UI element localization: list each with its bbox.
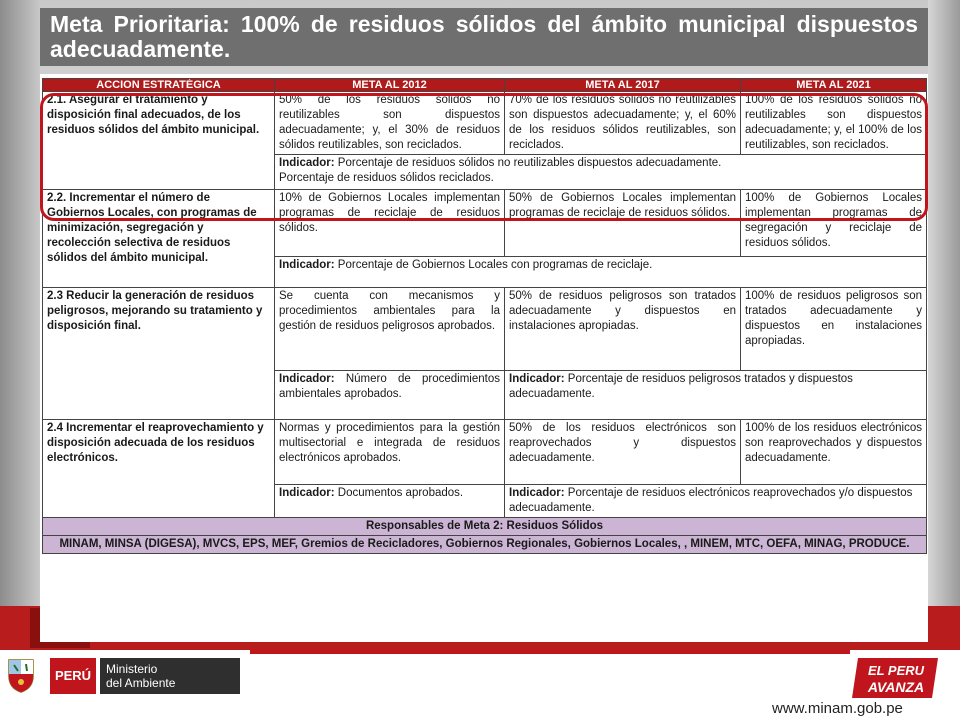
action-cell: 2.4 Incrementar el reaprovechamiento y disposición adecuada de los residuos electrónicos. bbox=[43, 420, 275, 518]
responsables-row bbox=[43, 536, 927, 554]
indicator-cell bbox=[275, 485, 505, 518]
meta-2021-cell: 100% de residuos peligrosos son tratados adecuadamente y dispuestos en instalaciones apropiadas. bbox=[741, 288, 927, 371]
meta-2012-cell: 10% de Gobiernos Locales implementan programas de reciclaje de residuos sólidos. bbox=[275, 190, 505, 257]
indicator-text-2: Porcentaje de residuos sólidos reciclados. bbox=[279, 172, 494, 184]
indicator-cell bbox=[275, 155, 927, 190]
table-row bbox=[43, 288, 927, 371]
website-url: www.minam.gob.pe bbox=[772, 700, 903, 717]
background-left-shade bbox=[0, 0, 40, 650]
meta-2021-cell: 100% de Gobiernos Locales implementan programas de segregación y reciclaje de residuos sólidos. bbox=[741, 190, 927, 257]
avanza-line-1: EL PERU bbox=[867, 663, 925, 678]
meta-2017-cell: 70% de los residuos sólidos no reutilizables son dispuestos adecuadamente; y, el 60% de los residuos sólidos reutilizables, son reciclados. bbox=[505, 92, 741, 155]
indicator-label: Indicador: bbox=[279, 157, 335, 169]
indicator-text: Porcentaje de residuos peligrosos tratados y dispuestos adecuadamente. bbox=[509, 373, 853, 400]
indicator-label: Indicador: bbox=[509, 487, 565, 499]
meta-2012-cell: Normas y procedimientos para la gestión multisectorial e integrada de residuos electrónicos aprobados. bbox=[275, 420, 505, 485]
indicator-cell bbox=[505, 371, 927, 420]
meta-2012-cell: Se cuenta con mecanismos y procedimientos ambientales para la gestión de residuos peligrosos aprobados. bbox=[275, 288, 505, 371]
footer-band-graphic bbox=[250, 650, 850, 700]
indicator-label: Indicador: bbox=[509, 373, 565, 385]
header-accion: ACCION ESTRATÉGICA bbox=[43, 79, 275, 92]
ministerio-label bbox=[100, 658, 240, 694]
meta-2012-cell: 50% de los residuos sólidos no reutilizables son dispuestos adecuadamente; y, el 30% de residuos sólidos reutilizables, son reciclados. bbox=[275, 92, 505, 155]
indicator-text: Documentos aprobados. bbox=[337, 487, 464, 499]
meta-2017-cell: 50% de los residuos electrónicos son reaprovechados y dispuestos adecuadamente. bbox=[505, 420, 741, 485]
peru-crest-icon bbox=[6, 656, 36, 694]
meta-2017-cell: 50% de residuos peligrosos son tratados adecuadamente y dispuestos en instalaciones apropiadas. bbox=[505, 288, 741, 371]
footer-band bbox=[250, 650, 850, 700]
table-row bbox=[43, 92, 927, 155]
meta-2021-cell: 100% de los residuos sólidos no reutilizables son dispuestos adecuadamente; y, el 100% de los reutilizables, son reciclados. bbox=[741, 92, 927, 155]
document-image bbox=[40, 74, 928, 642]
peru-label: PERÚ bbox=[50, 658, 96, 694]
header-meta-2012: META AL 2012 bbox=[275, 79, 505, 92]
action-cell: 2.3 Reducir la generación de residuos peligrosos, mejorando su tratamiento y disposición final. bbox=[43, 288, 275, 420]
indicator-cell bbox=[505, 485, 927, 518]
indicator-cell bbox=[275, 257, 927, 288]
header-meta-2017: META AL 2017 bbox=[505, 79, 741, 92]
ministerio-line-1: Ministerio bbox=[106, 662, 158, 676]
header-meta-2021: META AL 2021 bbox=[741, 79, 927, 92]
indicator-text: Porcentaje de residuos electrónicos reaprovechados y/o dispuestos adecuadamente. bbox=[509, 487, 913, 514]
indicator-text: Porcentaje de residuos sólidos no reutilizables dispuestos adecuadamente. bbox=[337, 157, 722, 169]
indicator-label: Indicador: bbox=[279, 373, 335, 385]
table-row bbox=[43, 190, 927, 257]
el-peru-avanza-logo bbox=[852, 656, 940, 700]
meta-2017-cell: 50% de Gobiernos Locales implementan programas de reciclaje de residuos sólidos. bbox=[505, 190, 741, 257]
avanza-line-2: AVANZA bbox=[867, 679, 925, 695]
indicator-text: Número de procedimientos ambientales aprobados. bbox=[279, 373, 500, 400]
table-header-row bbox=[43, 79, 927, 92]
responsables-text: MINAM, MINSA (DIGESA), MVCS, EPS, MEF, Gremios de Recicladores, Gobiernos Regionales, Gobiernos Locales, , MINEM, MTC, OEFA, MINAG, PRODUCE. bbox=[43, 536, 927, 554]
indicator-text: Porcentaje de Gobiernos Locales con programas de reciclaje. bbox=[337, 259, 653, 271]
indicator-label: Indicador: bbox=[279, 487, 335, 499]
slide-title: Meta Prioritaria: 100% de residuos sólidos del ámbito municipal dispuestos adecuadamente. bbox=[40, 8, 928, 66]
meta-2021-cell: 100% de los residuos electrónicos son reaprovechados y dispuestos adecuadamente. bbox=[741, 420, 927, 485]
action-cell: 2.1. Asegurar el tratamiento y disposición final adecuados, de los residuos sólidos del ámbito municipal. bbox=[43, 92, 275, 190]
indicator-label: Indicador: bbox=[279, 259, 335, 271]
background-right-shade bbox=[928, 0, 960, 650]
indicator-cell bbox=[275, 371, 505, 420]
responsables-header-row bbox=[43, 518, 927, 536]
ministerio-line-2: del Ambiente bbox=[106, 676, 176, 690]
responsables-title: Responsables de Meta 2: Residuos Sólidos bbox=[43, 518, 927, 536]
table-row bbox=[43, 420, 927, 485]
action-cell: 2.2. Incrementar el número de Gobiernos Locales, con programas de minimización, segregación y recolección selectiva de residuos sólidos del ámbito municipal. bbox=[43, 190, 275, 288]
goals-table bbox=[42, 78, 927, 554]
